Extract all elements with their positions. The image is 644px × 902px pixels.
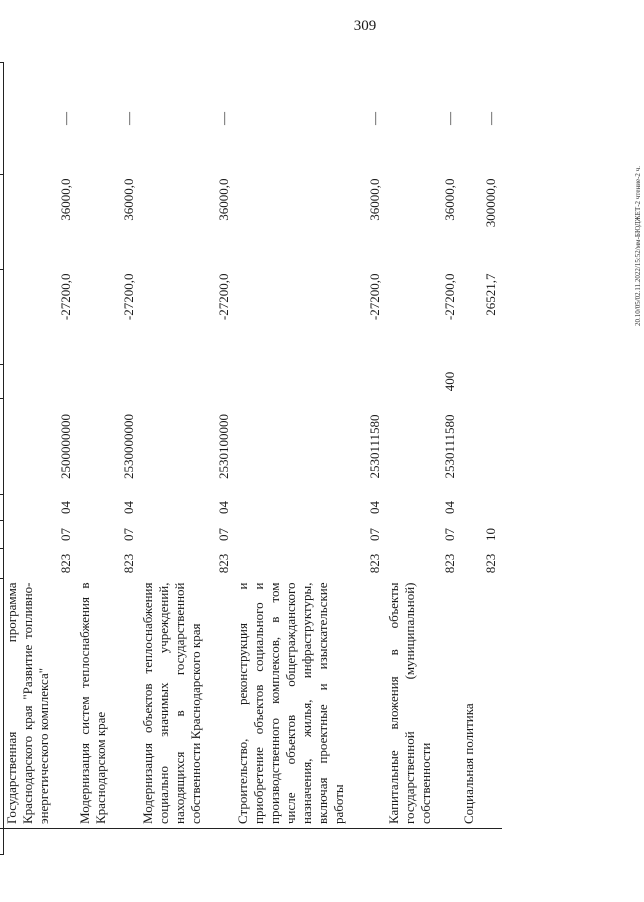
cell-expense-type: [235, 365, 386, 399]
cell-subsection: 04: [367, 501, 382, 514]
row-name: Модернизация систем теплоснабжения в Краснодарском крае: [77, 579, 140, 829]
cell-grbs: 823: [442, 553, 457, 574]
cell-section: 07: [121, 528, 136, 541]
cell-target-article: 2530000000: [121, 414, 136, 479]
row-name: Модернизация объектов теплоснабжения социально значимых учреждений, находящихся в государственной собственности Краснодарского края: [140, 579, 235, 829]
cell-subsection: 04: [58, 501, 73, 514]
budget-table: [0, 62, 502, 855]
cell-expense-type: 400: [442, 371, 457, 392]
cell-amount-change: -27200,0: [58, 273, 73, 321]
cell-target-article: [461, 399, 502, 495]
cell-col10: —: [121, 112, 136, 125]
cell-amount-total: 300000,0: [483, 178, 498, 228]
row-name: Капитальные вложения в объекты государственной (муниципальной) собственности: [386, 579, 461, 829]
cell-amount-total: 36000,0: [216, 178, 231, 221]
cell-section: 07: [367, 528, 382, 541]
cell-target-article: 2500000000: [58, 414, 73, 479]
cell-amount-change: -27200,0: [442, 273, 457, 321]
cell-subsection: [461, 495, 502, 521]
cell-grbs: 823: [216, 553, 231, 574]
table-row: [461, 63, 502, 855]
row-name: Социальная политика: [461, 579, 502, 829]
cell-section: 10: [483, 528, 498, 541]
cell-amount-total: 36000,0: [121, 178, 136, 221]
table-row: [4, 63, 78, 855]
cell-col10: —: [442, 112, 457, 125]
row-name: Государственная программа Краснодарского края "Развитие топливно-энергетического комплекса": [4, 579, 78, 829]
cell-amount-change: 26521,7: [483, 273, 498, 316]
table-row: [235, 63, 386, 855]
cell-amount-total: 36000,0: [367, 178, 382, 221]
cell-expense-type: [140, 365, 235, 399]
cell-section: 07: [442, 528, 457, 541]
cell-section: 07: [58, 528, 73, 541]
cell-subsection: 04: [216, 501, 231, 514]
table-row: [386, 63, 461, 855]
cell-target-article: 2530111580: [442, 414, 457, 479]
cell-grbs: 823: [121, 553, 136, 574]
cell-amount-change: -27200,0: [216, 273, 231, 321]
cell-amount-total: 36000,0: [58, 178, 73, 221]
cell-grbs: 823: [58, 553, 73, 574]
table-row: [77, 63, 140, 855]
cell-amount-total: 36000,0: [442, 178, 457, 221]
cell-subsection: 04: [442, 501, 457, 514]
cell-section: 07: [216, 528, 231, 541]
cell-amount-change: -27200,0: [121, 273, 136, 321]
cell-subsection: 04: [121, 501, 136, 514]
cell-col10: —: [216, 112, 231, 125]
cell-expense-type: [461, 365, 502, 399]
page-number: 309: [353, 18, 377, 34]
cell-expense-type: [4, 365, 78, 399]
cell-col10: —: [483, 112, 498, 125]
cell-target-article: 2530111580: [367, 414, 382, 479]
cell-expense-type: [77, 365, 140, 399]
cell-target-article: 2530100000: [216, 414, 231, 479]
cell-col10: —: [58, 112, 73, 125]
cell-col10: —: [367, 112, 382, 125]
cell-grbs: 823: [367, 553, 382, 574]
document-footer-note: 20.10/05/02.11.2022/15:52/мм-БЮДЖЕТ-2 чтение-2 ч.: [634, 166, 642, 326]
cell-grbs: 823: [483, 553, 498, 574]
row-name: Строительство, реконструкция и приобретение объектов социального и производственного комплексов, в том числе объектов общегражданского назначения, жилья, инфраструктуры, включая проектные и изыскательские работы: [235, 579, 386, 829]
cell-amount-change: -27200,0: [367, 273, 382, 321]
rotated-table-wrapper: [0, 63, 498, 855]
table-row: [140, 63, 235, 855]
